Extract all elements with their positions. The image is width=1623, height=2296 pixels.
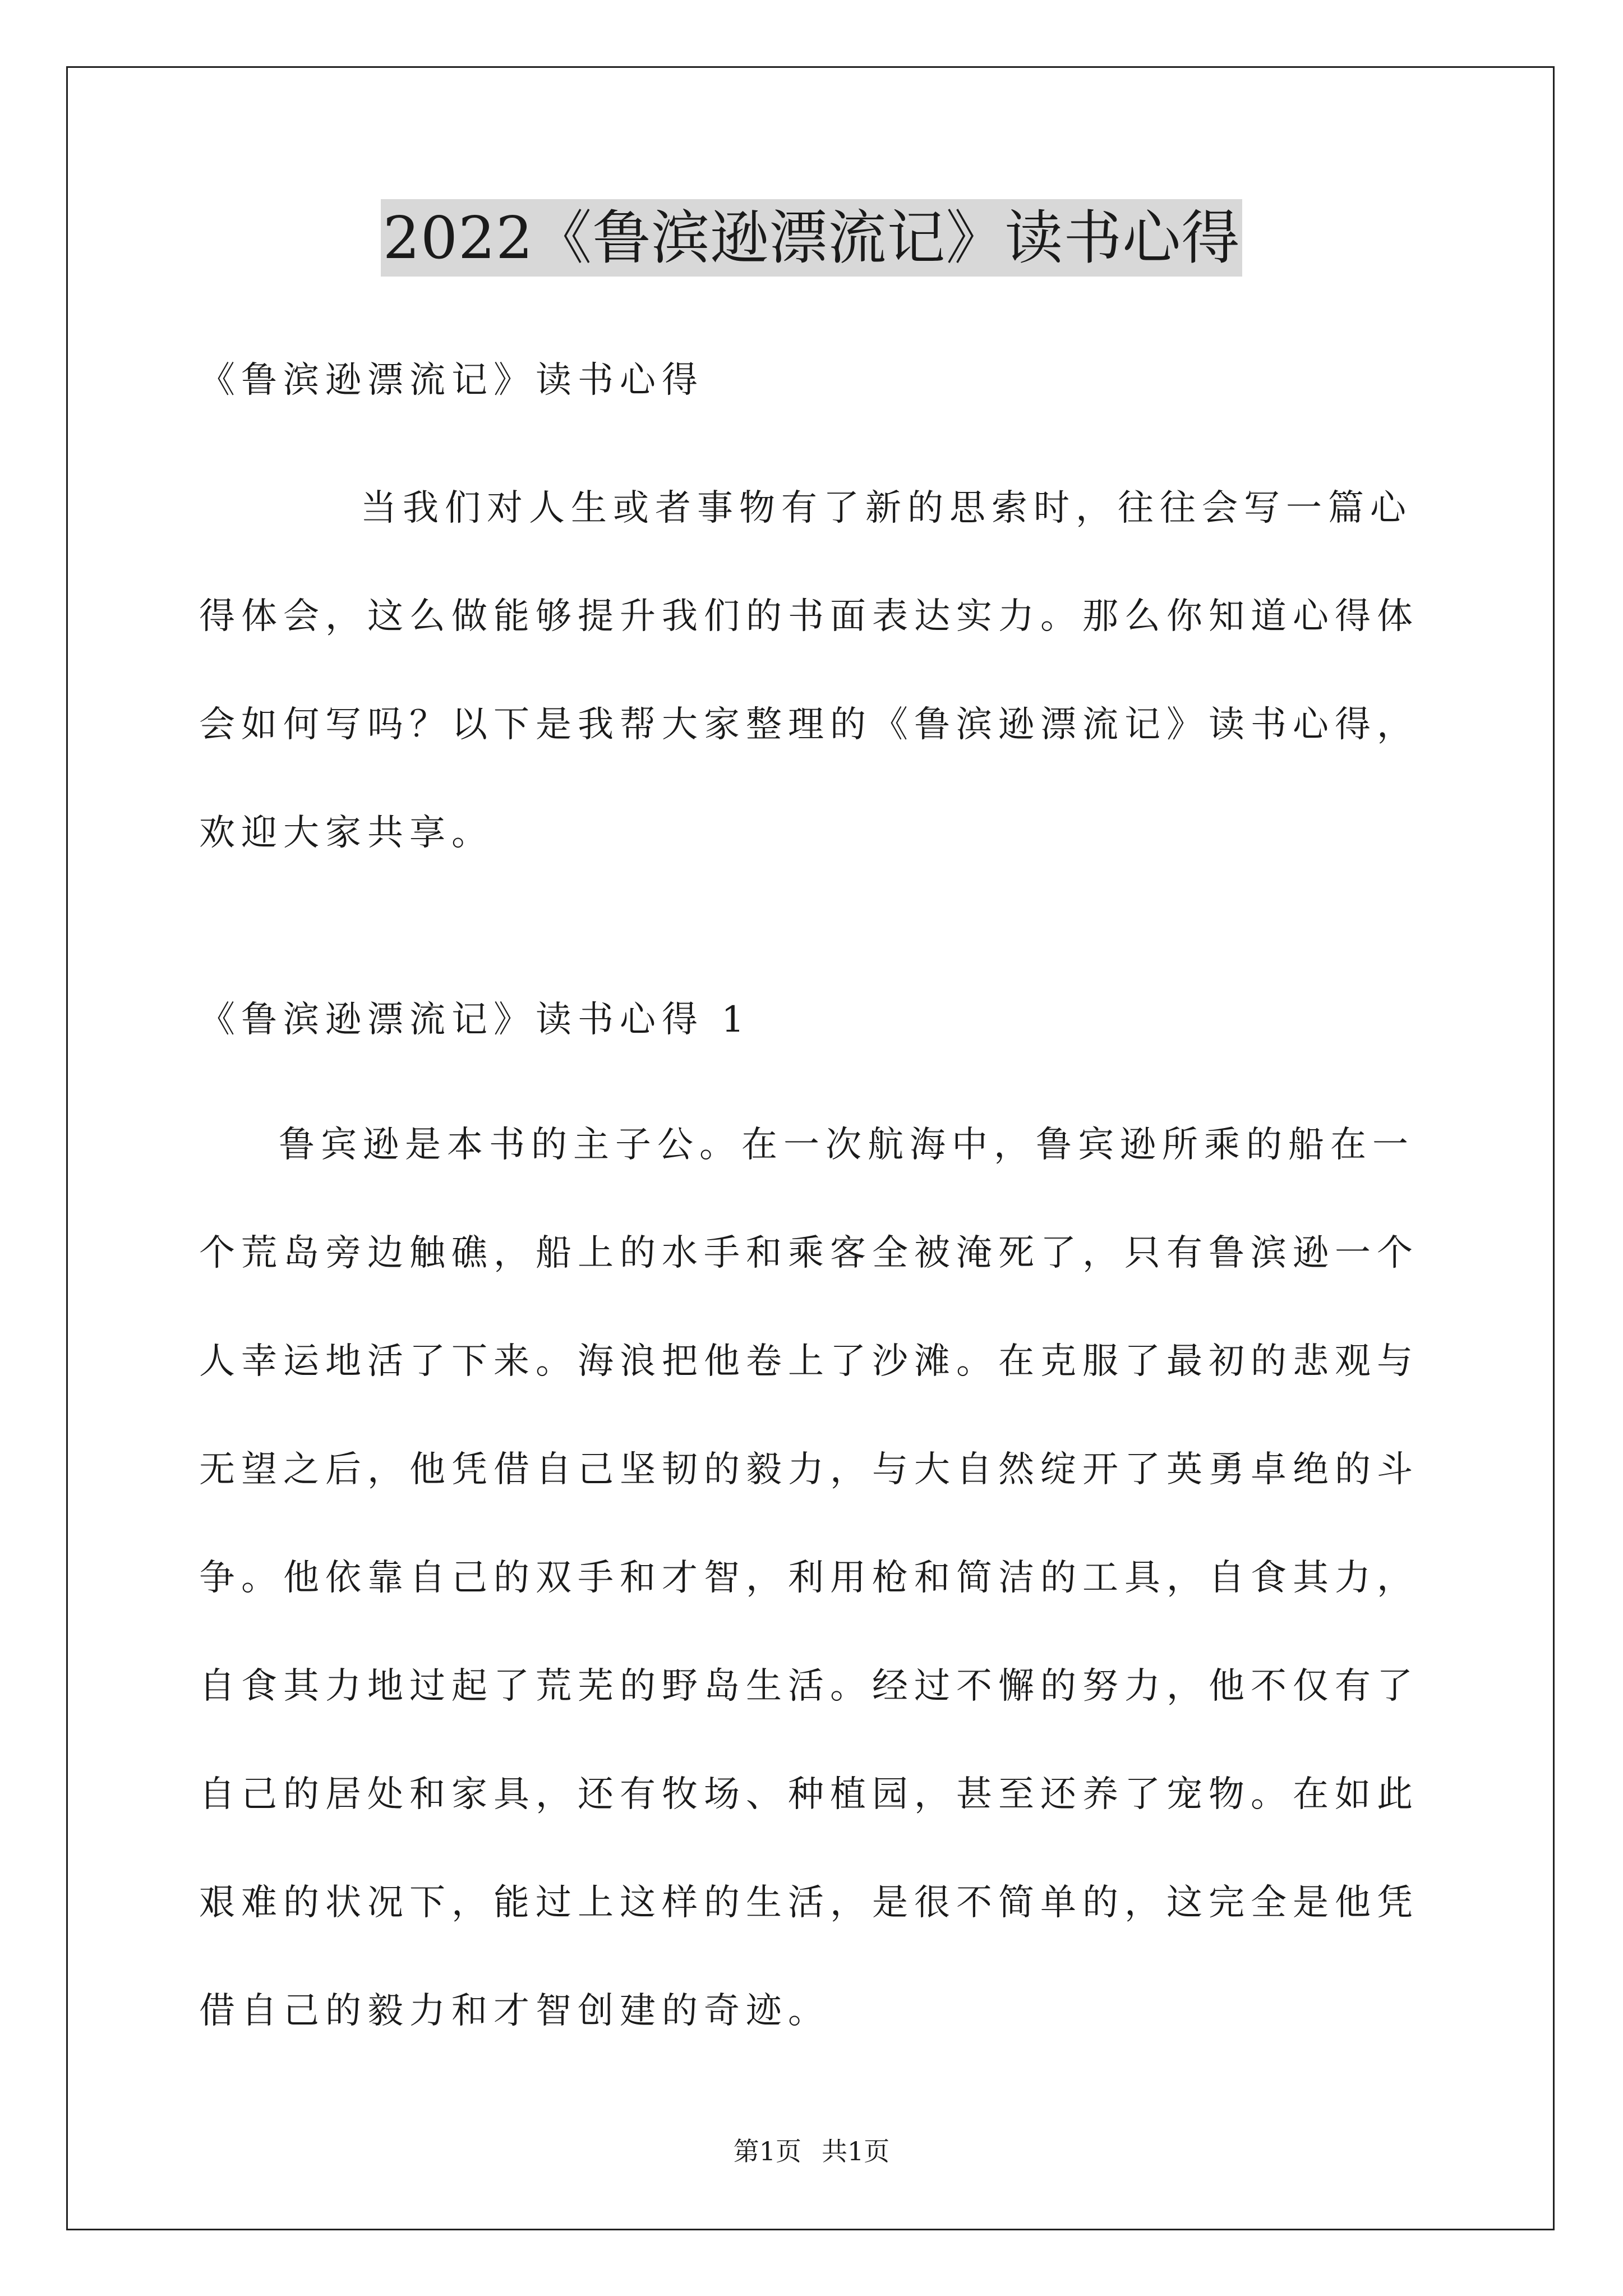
intro-paragraph: 当我们对人生或者事物有了新的思索时，往往会写一篇心得体会，这么做能够提升我们的书面表达实力。那么你知道心得体会如何写吗？以下是我帮大家整理的《鲁滨逊漂流记》读书心得，欢迎大家共享。 bbox=[199, 487, 1419, 854]
document-title: 2022《鲁滨逊漂流记》读书心得 bbox=[381, 199, 1243, 277]
page-footer bbox=[0, 2134, 1623, 2168]
section-heading: 《鲁滨逊漂流记》读书心得 1 bbox=[199, 999, 751, 1041]
page-number-current: 第1页 bbox=[733, 2136, 801, 2166]
title-container bbox=[0, 199, 1623, 277]
page-number-total: 共1页 bbox=[822, 2136, 890, 2166]
body-paragraph: 鲁宾逊是本书的主子公。在一次航海中，鲁宾逊所乘的船在一个荒岛旁边触礁，船上的水手和乘客全被淹死了，只有鲁滨逊一个人幸运地活了下来。海浪把他卷上了沙滩。在克服了最初的悲观与无望之后，他凭借自己坚韧的毅力，与大自然绽开了英勇卓绝的斗争。他依靠自己的双手和才智，利用枪和简洁的工具，自食其力，自食其力地过起了荒芜的野岛生活。经过不懈的努力，他不仅有了自己的居处和家具，还有牧场、种植园，甚至还养了宠物。在如此艰难的状况下，能过上这样的生活，是很不简单的，这完全是他凭借自己的毅力和才智创建的奇迹。 bbox=[199, 1124, 1419, 2032]
document-subtitle: 《鲁滨逊漂流记》读书心得 bbox=[199, 360, 704, 401]
